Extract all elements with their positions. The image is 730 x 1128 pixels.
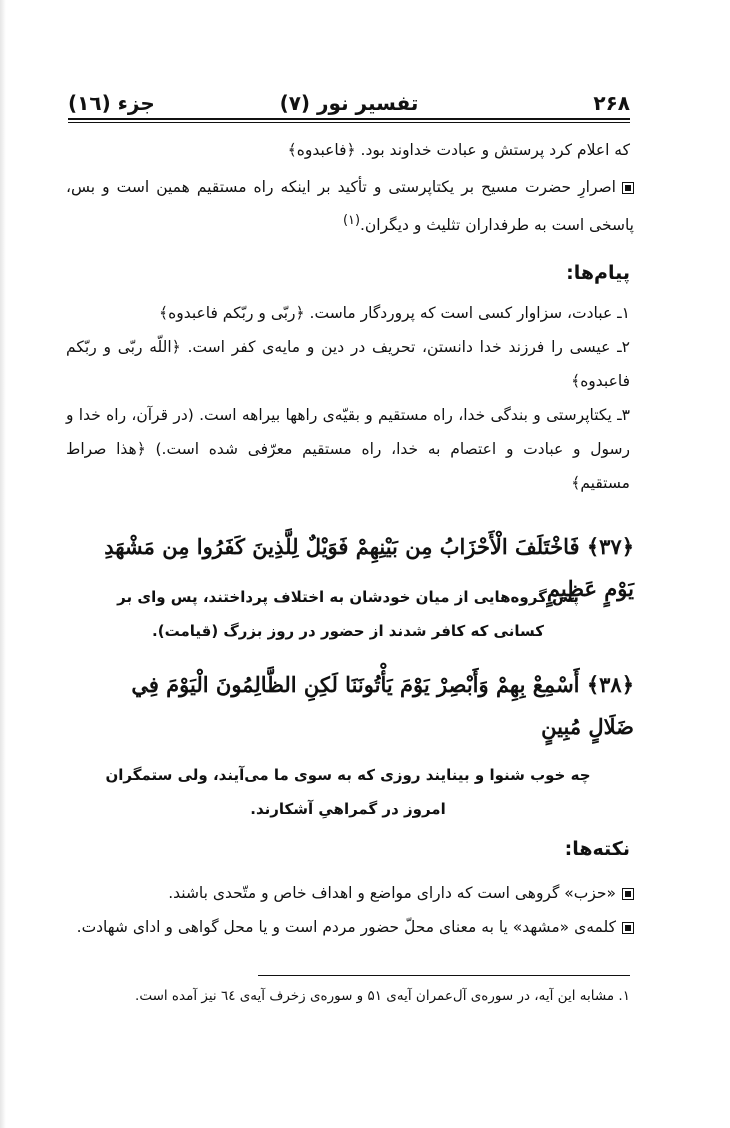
square-bullet-icon: [622, 888, 634, 900]
verse-38: ﴿۳۸﴾ أَسْمِعْ بِهِمْ وَأَبْصِرْ يَوْمَ يَأْتُونَنَا لَكِنِ الظَّالِمُونَ الْيَوْمَ فِي ضَلَالٍ مُبِينٍ: [131, 672, 634, 739]
intro-line: که اعلام کرد پرستش و عبادت خداوند بود. ﴿فاعبدوه﴾: [287, 141, 630, 159]
note-1-text: «حزب» گروهی است که دارای مواضع و اهداف خاص و متّحدی باشند.: [168, 884, 616, 902]
square-bullet-icon: [622, 922, 634, 934]
message-1: ۱ـ عبادت، سزاوار کسی است که پروردگار ماست. ﴿ربّی و ربّکم فاعبدوه﴾: [159, 304, 630, 322]
book-title: تفسیر نور (۷): [279, 91, 419, 115]
verse-38-translation: چه خوب شنوا و بینایند روزی که به سوی ما می‌آیند، ولی ستمگران امروز در گمراهیِ آشکارند.: [105, 766, 591, 818]
notes-heading: نکته‌ها:: [564, 838, 630, 860]
footnote-rule: [258, 975, 630, 976]
header-rule: [68, 118, 630, 120]
note-2-text: کلمه‌ی «مشهد» یا به معنای محلّ حضور مردم است و یا محل گواهی و ادای شهادت.: [76, 918, 616, 936]
verse-37: ﴿۳۷﴾ فَاخْتَلَفَ الْأَحْزَابُ مِن بَيْنِهِمْ فَوَيْلٌ لِلَّذِينَ كَفَرُوا مِن مَشْهَدِ يَوْمٍ عَظِيمٍ: [104, 534, 634, 601]
page-header: [68, 88, 630, 118]
intro-bullet-text: اصرارِ حضرت مسیح بر یکتاپرستی و تأکید بر اینکه راه مستقیم همین است و بس، پاسخی است به طرفداران تثلیث و دیگران.: [66, 178, 634, 235]
header-rule-thin: [68, 122, 630, 123]
square-bullet-icon: [622, 182, 634, 194]
message-3: ۳ـ یکتاپرستی و بندگی خدا، راه مستقیم و بقیّه‌ی راهها بیراهه است. (در قرآن، راه خدا و رسول و عبادت و اعتصام به خدا، راه مستقیم معرّفی شده است.) ﴿هذا صراط مستقیم﴾: [66, 406, 630, 492]
part-label: جزء (١٦): [68, 91, 155, 115]
verse-37-translation: پس گروه‌هایی از میان خودشان به اختلاف پرداختند، پس وای بر کسانی که کافر شدند از حضور در روز بزرگ (قیامت).: [117, 588, 579, 640]
message-2: ۲ـ عیسی را فرزند خدا دانستن، تحریف در دین و مایه‌ی کفر است. ﴿اللّه ربّی و ربّکم فاعبدوه﴾: [66, 338, 630, 390]
intro-bullet: [66, 170, 634, 242]
footnote: ۱. مشابه این آیه، در سوره‌ی آل‌عمران آیه‌ی ۵۱ و سوره‌ی زخرف آیه‌ی ٦٤ نیز آمده است.: [135, 988, 630, 1004]
scan-edge: [0, 0, 6, 1128]
page-number: ۲۶۸: [593, 91, 630, 115]
note-1: [66, 876, 634, 910]
messages-heading: پیام‌ها:: [566, 262, 630, 284]
footnote-ref: (۱): [342, 213, 360, 228]
note-2: [66, 910, 634, 944]
